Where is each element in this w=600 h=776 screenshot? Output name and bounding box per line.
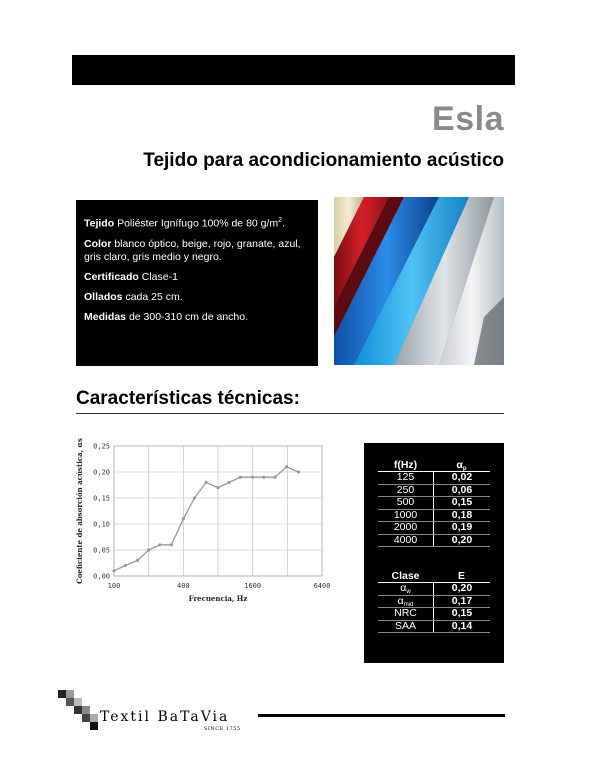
- data-point: [147, 548, 150, 551]
- table-row: NRC 0,15: [378, 608, 490, 621]
- spec-tejido: Tejido Poliéster Ignífugo 100% de 80 $g/m^2$.: [84, 217, 285, 230]
- table-row: 1000 0,18: [378, 510, 490, 523]
- y-tick-label: 0,05: [93, 546, 110, 555]
- y-tick-label: 0,25: [93, 442, 110, 451]
- absorption-chart: [72, 436, 344, 616]
- table-row: 500 0,15: [378, 497, 490, 510]
- data-point: [273, 476, 276, 479]
- footer-rule: [258, 714, 505, 717]
- data-point: [251, 476, 254, 479]
- data-point: [193, 496, 196, 499]
- data-point: [182, 517, 185, 520]
- x-tick-label: 100: [107, 582, 121, 590]
- spec-certificado: Certificado Clase-1: [84, 270, 178, 283]
- header-bar: [72, 55, 515, 85]
- data-point: [136, 559, 139, 562]
- section-divider: [76, 413, 504, 414]
- spec-color: Color blanco óptico, beige, rojo, granate, azul, gris claro, gris medio y negro.: [84, 237, 301, 263]
- x-tick-label: 6400: [313, 582, 331, 590]
- brand-name: Textil BaTaVia SINCE 1755: [100, 709, 241, 732]
- data-point: [124, 564, 127, 567]
- data-point: [262, 476, 265, 479]
- y-tick-label: 0,10: [93, 520, 110, 529]
- x-axis-label: Frecuencia, Hz: [188, 594, 248, 603]
- y-tick-label: 0,00: [93, 572, 110, 581]
- data-point: [239, 476, 242, 479]
- data-point: [216, 486, 219, 489]
- table-row: 125 0,02: [378, 472, 490, 485]
- spec-medidas: Medidas de 300-310 cm de ancho.: [84, 310, 249, 323]
- fabric-photo: [334, 197, 504, 365]
- table-header: f(Hz) $\alpha_p$: [378, 459, 490, 472]
- table-row: 4000 0,20: [378, 535, 490, 548]
- product-title: Esla: [432, 100, 504, 138]
- y-axis-label: Coeficiente de absorción acústica, αs: [75, 438, 84, 584]
- spec-ollados: Ollados cada 25 cm.: [84, 290, 183, 303]
- section-title: Características técnicas:: [76, 388, 300, 409]
- data-point: [204, 481, 207, 484]
- x-tick-label: 1600: [244, 582, 262, 590]
- specs-box: [76, 200, 318, 366]
- data-point: [158, 543, 161, 546]
- table-row: 250 0,06: [378, 485, 490, 498]
- data-point: [112, 569, 115, 572]
- table-header: Clase E: [378, 570, 490, 583]
- data-point: [285, 465, 288, 468]
- acoustic-table: [364, 443, 504, 663]
- class-table: [378, 570, 490, 633]
- brand-since: SINCE 1755: [204, 726, 241, 732]
- x-tick-label: 400: [177, 582, 190, 590]
- frequency-table: [378, 459, 490, 547]
- data-point: [297, 470, 300, 473]
- table-row: 2000 0,19: [378, 522, 490, 535]
- chart-grid: [114, 446, 322, 576]
- data-point: [228, 481, 231, 484]
- y-tick-label: 0,15: [93, 494, 110, 503]
- table-row: $\alpha_w$ 0,20: [378, 583, 490, 596]
- y-tick-label: 0,20: [93, 468, 110, 477]
- table-row: SAA 0,14: [378, 621, 490, 634]
- table-row: $\alpha_{mid}$ 0,17: [378, 596, 490, 609]
- product-subtitle: Tejido para acondicionamiento acústico: [143, 150, 504, 171]
- data-point: [170, 543, 173, 546]
